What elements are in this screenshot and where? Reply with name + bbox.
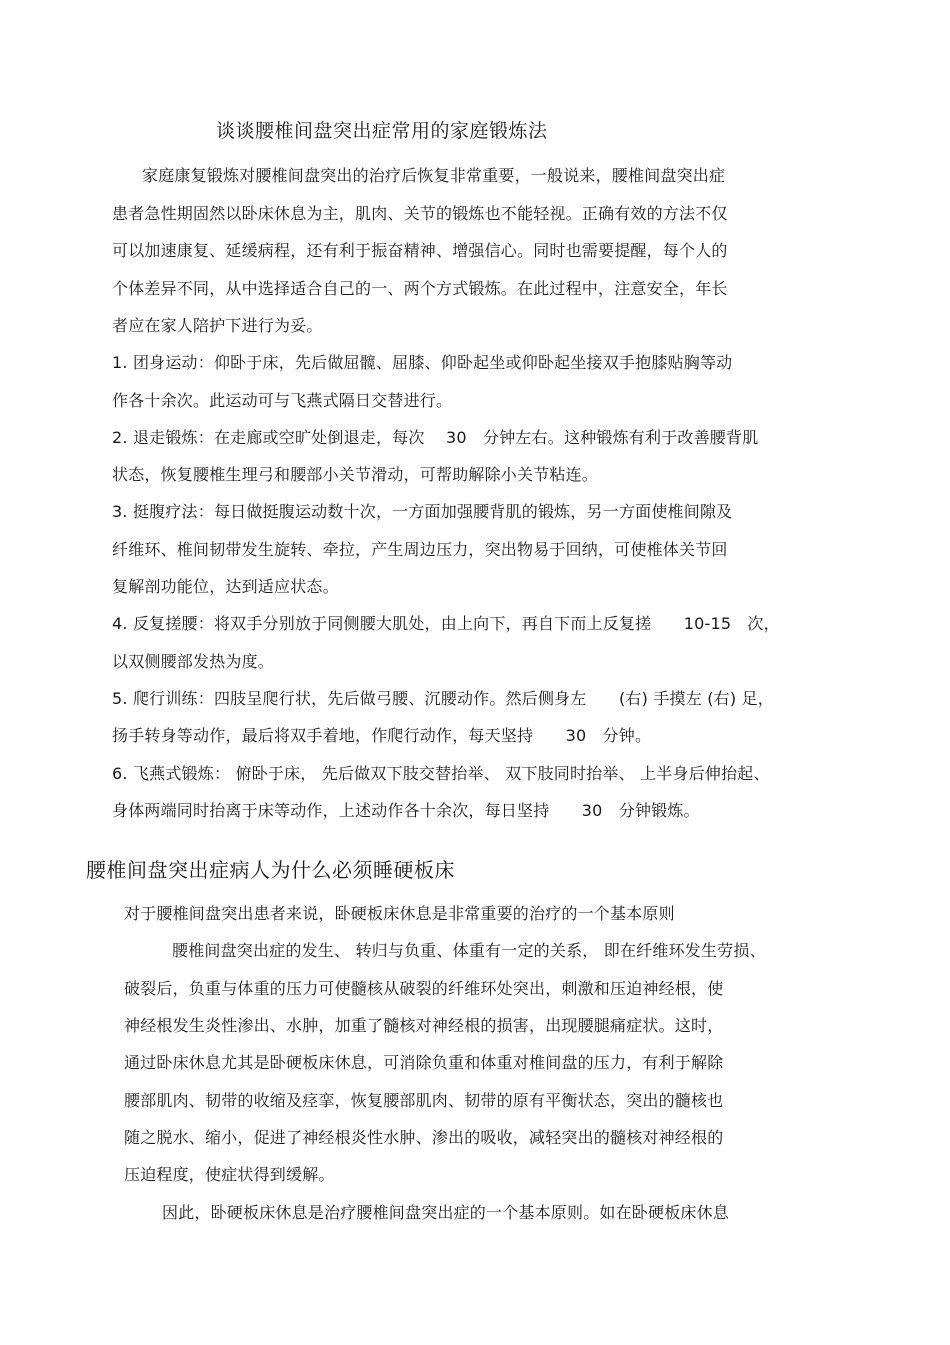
section-2-line-6: 腰部肌肉、韧带的收缩及痉挛，恢复腰部肌肉、韧带的原有平衡状态，突出的髓核也 — [124, 1091, 724, 1110]
section-2-line-5: 通过卧床休息尤其是卧硬板床休息，可消除负重和体重对椎间盘的压力，有利于解除 — [124, 1053, 724, 1072]
section-1-line-14: 以双侧腰部发热为度。 — [112, 652, 275, 671]
section-1-line-15: 5. 爬行训练：四肢呈爬行状，先后做弓腰、沉腰动作。然后侧身左 (右) 手摸左 (右) 足， — [112, 689, 774, 708]
section-1-line-18: 身体两端同时抬离于床等动作，上述动作各十余次，每日坚持 30 分钟锻炼。 — [112, 801, 700, 820]
section-2-line-3: 破裂后，负重与体重的压力可使髓核从破裂的纤维环处突出，刺激和压迫神经根，使 — [124, 979, 724, 998]
section-1-line-2: 患者急性期固然以卧床休息为主，肌肉、关节的锻炼也不能轻视。正确有效的方法不仅 — [112, 204, 728, 223]
section-1-line-4: 个体差异不同，从中选择适合自己的一、两个方式锻炼。在此过程中，注意安全，年长 — [112, 279, 728, 298]
section-1-line-1: 家庭康复锻炼对腰椎间盘突出的治疗后恢复非常重要，一般说来，腰椎间盘突出症 — [142, 166, 726, 185]
section-1-line-17: 6. 飞燕式锻炼： 俯卧于床， 先后做双下肢交替抬举、 双下肢同时抬举、 上半身后伸抬起、 — [112, 764, 770, 783]
section-1-line-10: 3. 挺腹疗法：每日做挺腹运动数十次，一方面加强腰背肌的锻炼，另一方面使椎间隙及 — [112, 502, 733, 521]
section-2-line-8: 压迫程度，使症状得到缓解。 — [124, 1165, 335, 1184]
section-2-line-4: 神经根发生炎性渗出、水肿，加重了髓核对神经根的损害，出现腰腿痛症状。这时， — [124, 1016, 724, 1035]
section-2-line-1: 对于腰椎间盘突出患者来说，卧硬板床休息是非常重要的治疗的一个基本原则 — [124, 904, 675, 923]
section-1-line-11: 纤维环、椎间韧带发生旋转、牵拉，产生周边压力，突出物易于回纳，可使椎体关节回 — [112, 540, 728, 559]
section-2-title: 腰椎间盘突出症病人为什么必须睡硬板床 — [86, 858, 455, 882]
section-1-line-9: 状态，恢复腰椎生理弓和腰部小关节滑动，可帮助解除小关节粘连。 — [112, 465, 599, 484]
section-1-line-12: 复解剖功能位，达到适应状态。 — [112, 577, 339, 596]
section-1-line-16: 扬手转身等动作，最后将双手着地，作爬行动作，每天坚持 30 分钟。 — [112, 726, 652, 745]
section-1-line-5: 者应在家人陪护下进行为妥。 — [112, 316, 323, 335]
section-1-line-8: 2. 退走锻炼：在走廊或空旷处倒退走，每次 30 分钟左右。这种锻炼有利于改善腰背肌 — [112, 428, 759, 447]
section-1-line-7: 作各十余次。此运动可与飞燕式隔日交替进行。 — [112, 391, 453, 410]
section-2-line-7: 随之脱水、缩小，促进了神经根炎性水肿、渗出的吸收，减轻突出的髓核对神经根的 — [124, 1128, 724, 1147]
section-2-line-9: 因此，卧硬板床休息是治疗腰椎间盘突出症的一个基本原则。如在卧硬板床休息 — [162, 1203, 730, 1222]
section-1-line-13: 4. 反复搓腰：将双手分别放于同侧腰大肌处，由上向下，再自下而上反复搓 10-15 次， — [112, 614, 780, 633]
section-2-line-2: 腰椎间盘突出症的发生、 转归与负重、体重有一定的关系， 即在纤维环发生劳损、 — [172, 941, 766, 960]
section-1-line-3: 可以加速康复、延缓病程，还有利于振奋精神、增强信心。同时也需要提醒，每个人的 — [112, 241, 728, 260]
section-1-title: 谈谈腰椎间盘突出症常用的家庭锻炼法 — [216, 120, 548, 142]
section-1-line-6: 1. 团身运动：仰卧于床，先后做屈髋、屈膝、仰卧起坐或仰卧起坐接双手抱膝贴胸等动 — [112, 353, 733, 372]
